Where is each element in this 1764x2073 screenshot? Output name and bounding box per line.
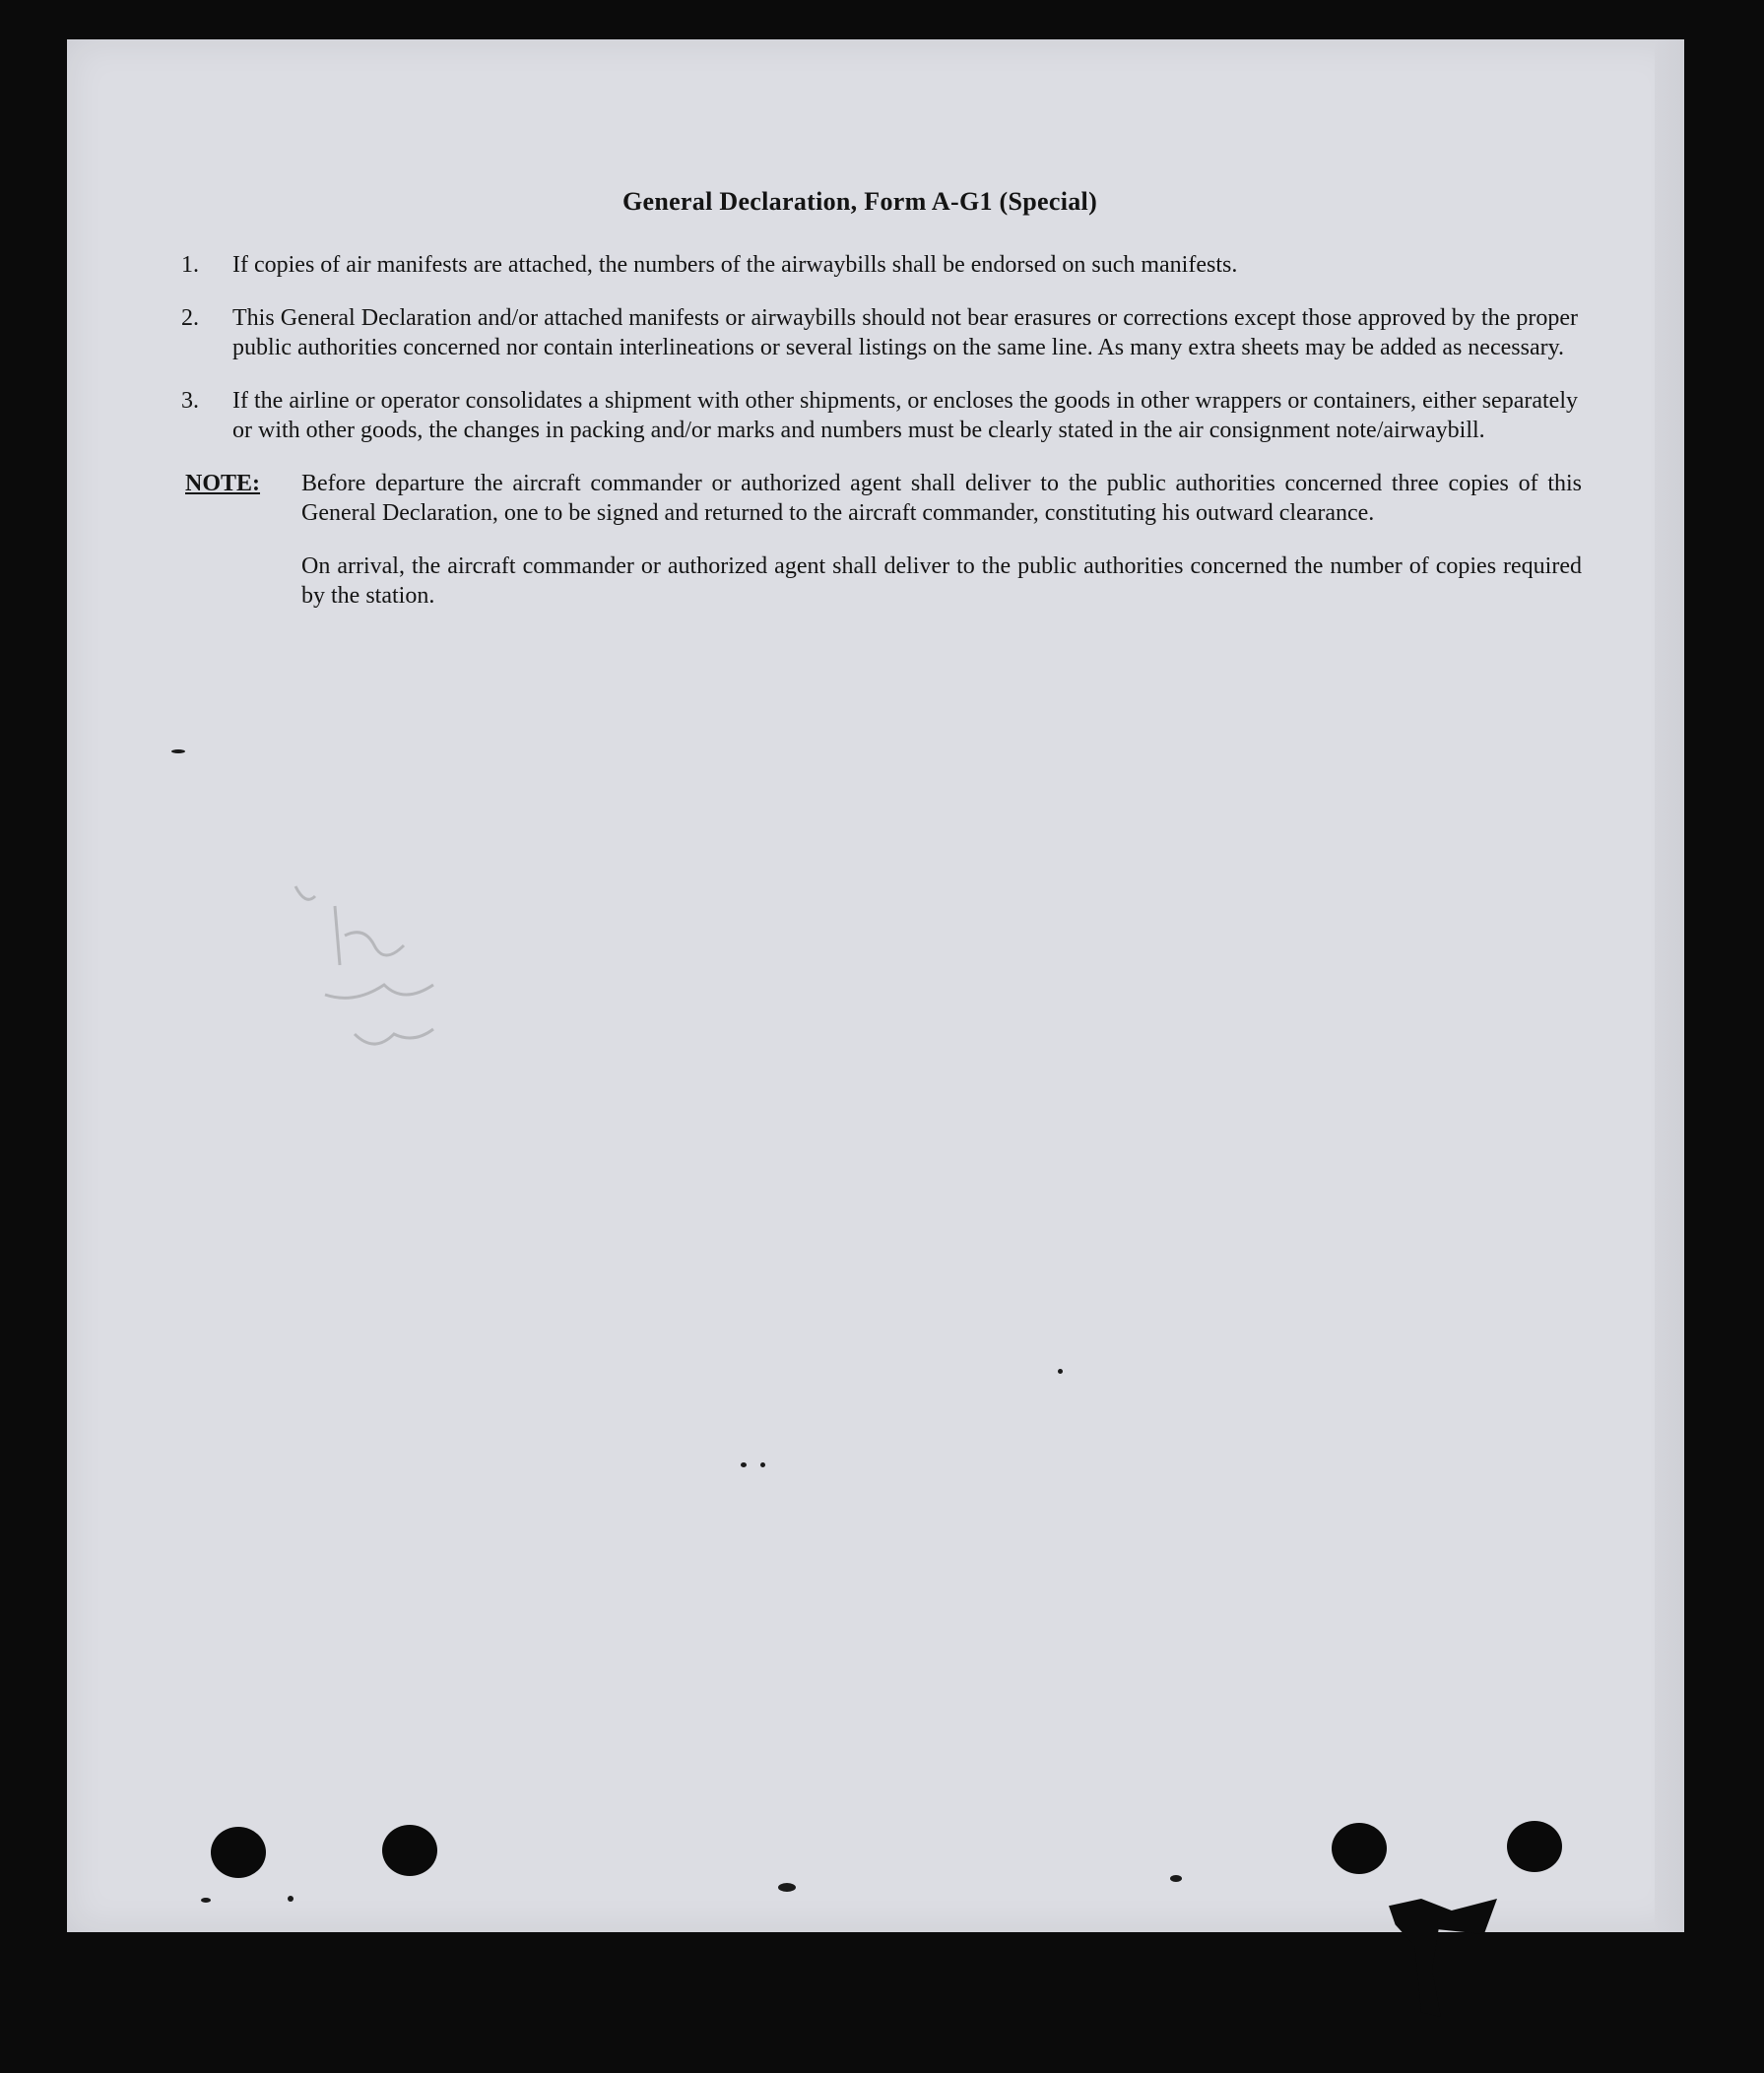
instruction-item bbox=[116, 250, 1603, 280]
paper-edge bbox=[1655, 39, 1684, 1932]
dust-speck bbox=[778, 1883, 796, 1892]
punch-hole bbox=[1507, 1821, 1562, 1872]
item-number: 1. bbox=[181, 252, 199, 278]
dust-speck bbox=[1170, 1875, 1182, 1882]
form-title: General Declaration, Form A-G1 (Special) bbox=[621, 187, 1098, 216]
dust-speck bbox=[201, 1898, 211, 1903]
item-text: This General Declaration and/or attached manifests or airwaybills should not bear erasures or corrections except those approved by the proper public authorities concerned nor contain interlineations or several listings on the same line. As many extra sheets may be added as necessary. bbox=[232, 305, 1578, 360]
item-text: If copies of air manifests are attached, the numbers of the airwaybills shall be endorsed on such manifests. bbox=[232, 252, 1238, 278]
item-number: 3. bbox=[181, 388, 199, 414]
instruction-item bbox=[116, 386, 1603, 445]
note-paragraph: On arrival, the aircraft commander or authorized agent shall deliver to the public authorities concerned the number of copies required by the station. bbox=[301, 553, 1582, 609]
dust-speck bbox=[741, 1462, 747, 1467]
punch-hole bbox=[211, 1827, 266, 1878]
punch-hole bbox=[382, 1825, 437, 1876]
dust-speck bbox=[1058, 1369, 1063, 1374]
note-label: NOTE: bbox=[185, 471, 261, 496]
instruction-item bbox=[116, 303, 1603, 362]
declaration-content bbox=[116, 148, 1603, 634]
faint-handwriting-mark bbox=[286, 867, 542, 1093]
note-section bbox=[116, 469, 1603, 634]
note-body bbox=[301, 469, 1603, 634]
item-text: If the airline or operator consolidates a shipment with other shipments, or encloses the goods in other wrappers or containers, either separately or with other goods, the changes in packing and/or marks and numbers must be clearly stated in the air consignment note/airwaybill. bbox=[232, 388, 1578, 443]
dust-speck bbox=[171, 749, 185, 753]
torn-corner bbox=[1389, 1899, 1497, 2017]
note-paragraph: Before departure the aircraft commander or authorized agent shall deliver to the public authorities concerned three copies of this General Declaration, one to be signed and returned to the aircraft commander, constituting his outward clearance. bbox=[301, 471, 1582, 526]
dust-speck bbox=[288, 1896, 294, 1902]
punch-hole bbox=[1332, 1823, 1387, 1874]
item-number: 2. bbox=[181, 305, 199, 331]
dust-speck bbox=[760, 1462, 765, 1467]
